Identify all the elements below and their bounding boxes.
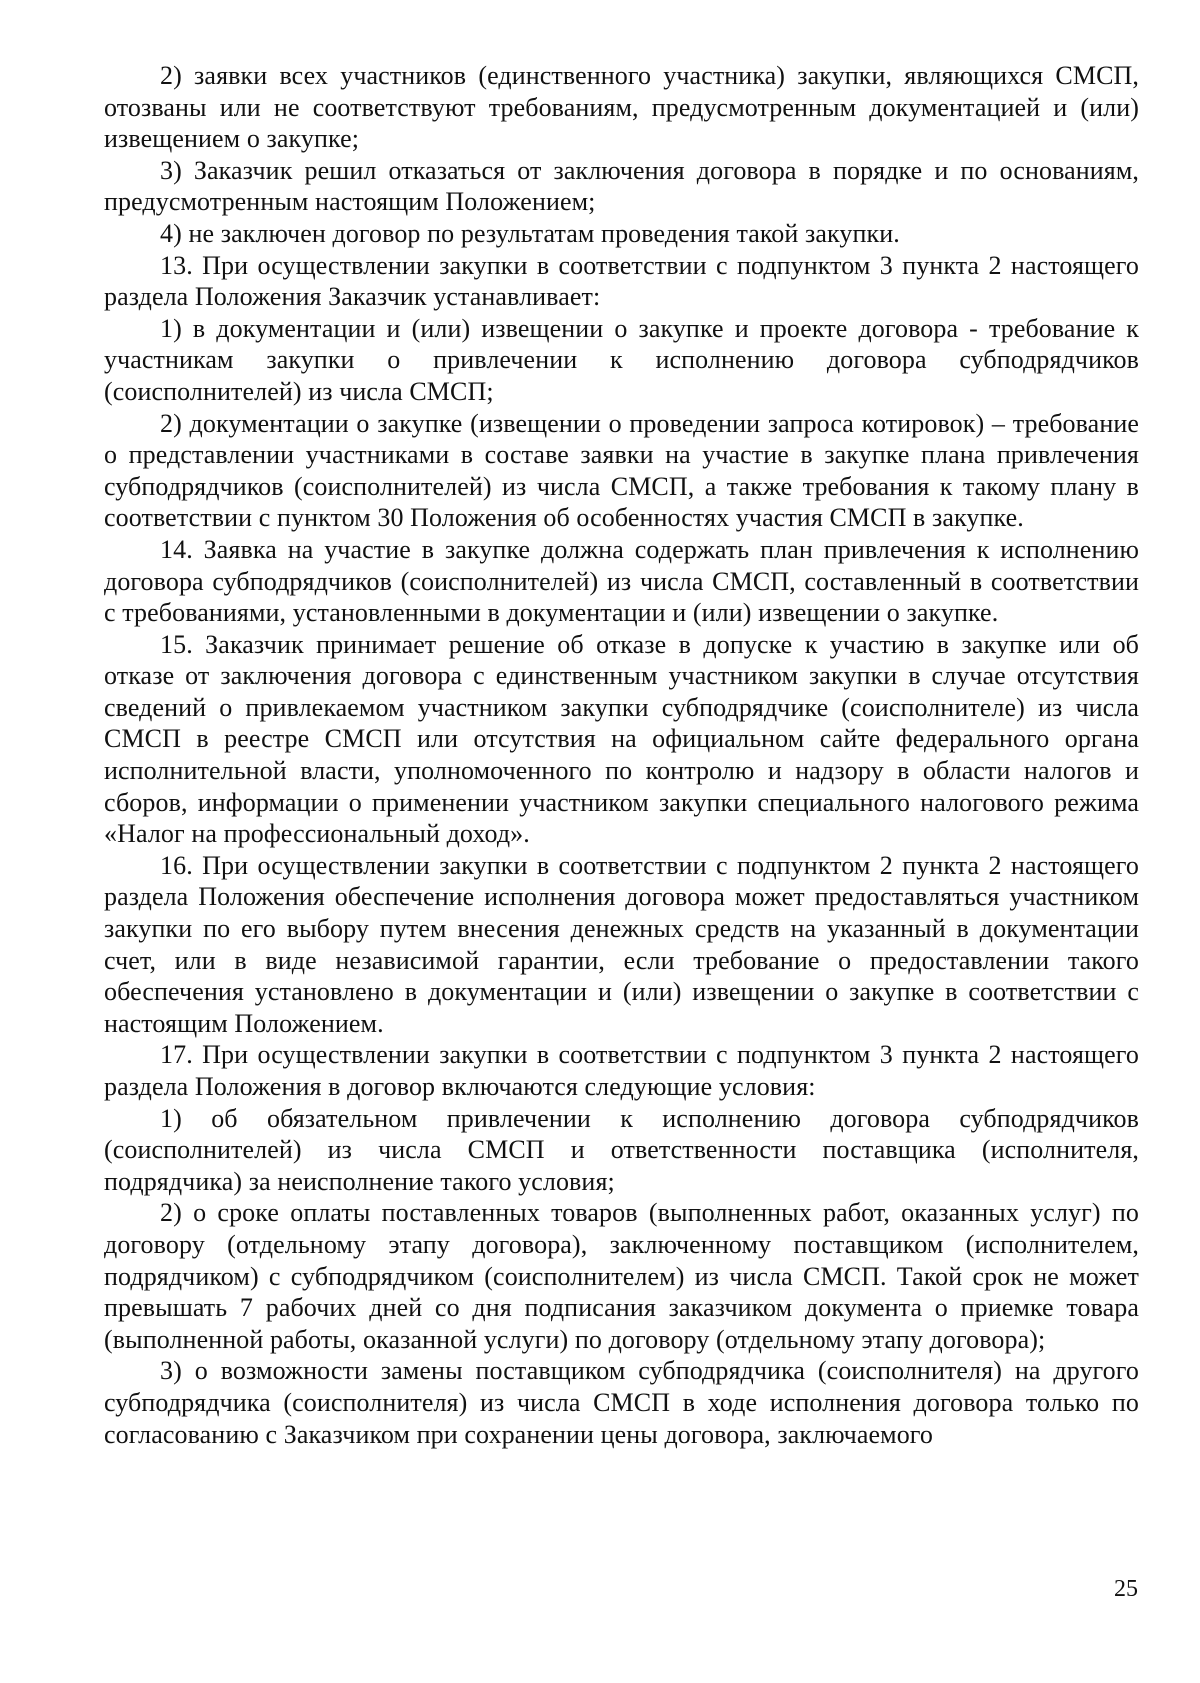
- paragraph-item-2-withdrawn: 2) заявки всех участников (единственного участника) закупки, являющихся СМСП, отозваны или не соответствуют требованиям, предусмотренным документацией и (или) извещением о закупке;: [104, 61, 1139, 154]
- paragraph-clause-17-item-2: 2) о сроке оплаты поставленных товаров (выполненных работ, оказанных услуг) по договору (отдельному этапу договора), заключенному поставщиком (исполнителем, подрядчиком) с субподрядчиком (соисполнителем) из числа СМСП. Такой срок не может превышать 7 рабочих дней со дня подписания заказчиком документа о приемке товара (выполненной работы, оказанной услуги) по договору (отдельному этапу договора);: [104, 1198, 1139, 1354]
- paragraph-clause-16: 16. При осуществлении закупки в соответствии с подпунктом 2 пункта 2 настоящего раздела Положения обеспечение исполнения договора может предоставляться участником закупки по его выбору путем внесения денежных средств на указанный в документации счет, или в виде независимой гарантии, если требование о предоставлении такого обеспечения установлено в документации и (или) извещении о закупке в соответствии с настоящим Положением.: [104, 850, 1139, 1038]
- paragraph-clause-17-item-1: 1) об обязательном привлечении к исполнению договора субподрядчиков (соисполнителей) из числа СМСП и ответственности поставщика (исполнителя, подрядчика) за неисполнение такого условия;: [104, 1103, 1139, 1196]
- document-page: [104, 60, 1139, 1620]
- paragraph-clause-17-item-3: 3) о возможности замены поставщиком субподрядчика (соисполнителя) на другого субподрядчика (соисполнителя) из числа СМСП в ходе исполнения договора только по согласованию с Заказчиком при сохранении цены договора, заключаемого: [104, 1356, 1139, 1449]
- paragraph-clause-17: 17. При осуществлении закупки в соответствии с подпунктом 3 пункта 2 настоящего раздела Положения в договор включаются следующие условия:: [104, 1040, 1139, 1101]
- paragraph-clause-13: 13. При осуществлении закупки в соответствии с подпунктом 3 пункта 2 настоящего раздела Положения Заказчик устанавливает:: [104, 250, 1139, 312]
- paragraph-clause-13-item-1: 1) в документации и (или) извещении о закупке и проекте договора - требование к участникам закупки о привлечении к исполнению договора субподрядчиков (соисполнителей) из числа СМСП;: [104, 313, 1139, 406]
- paragraph-item-4-not-concluded: 4) не заключен договор по результатам проведения такой закупки.: [160, 218, 900, 248]
- paragraph-item-3-refusal: 3) Заказчик решил отказаться от заключения договора в порядке и по основаниям, предусмотренным настоящим Положением;: [104, 155, 1139, 217]
- paragraph-clause-13-item-2: 2) документации о закупке (извещении о проведении запроса котировок) – требование о представлении участниками в составе заявки на участие в закупке плана привлечения субподрядчиков (соисполнителей) из числа СМСП, а также требования к такому плану в соответствии с пунктом 30 Положения об особенностях участия СМСП в закупке.: [104, 408, 1139, 533]
- paragraph-clause-15: 15. Заказчик принимает решение об отказе в допуске к участию в закупке или об отказе от заключения договора с единственным участником закупки в случае отсутствия сведений о привлекаемом участником закупки субподрядчике (соисполнителе) из числа СМСП в реестре СМСП или отсутствия на официальном сайте федерального органа исполнительной власти, уполномоченного по контролю и надзору в области налогов и сборов, информации о применении участником закупки специального налогового режима «Налог на профессиональный доход».: [104, 629, 1139, 849]
- paragraph-clause-14: 14. Заявка на участие в закупке должна содержать план привлечения к исполнению договора субподрядчиков (соисполнителей) из числа СМСП, составленный в соответствии с требованиями, установленными в документации и (или) извещении о закупке.: [104, 534, 1139, 628]
- page-number: 25: [1114, 1576, 1138, 1602]
